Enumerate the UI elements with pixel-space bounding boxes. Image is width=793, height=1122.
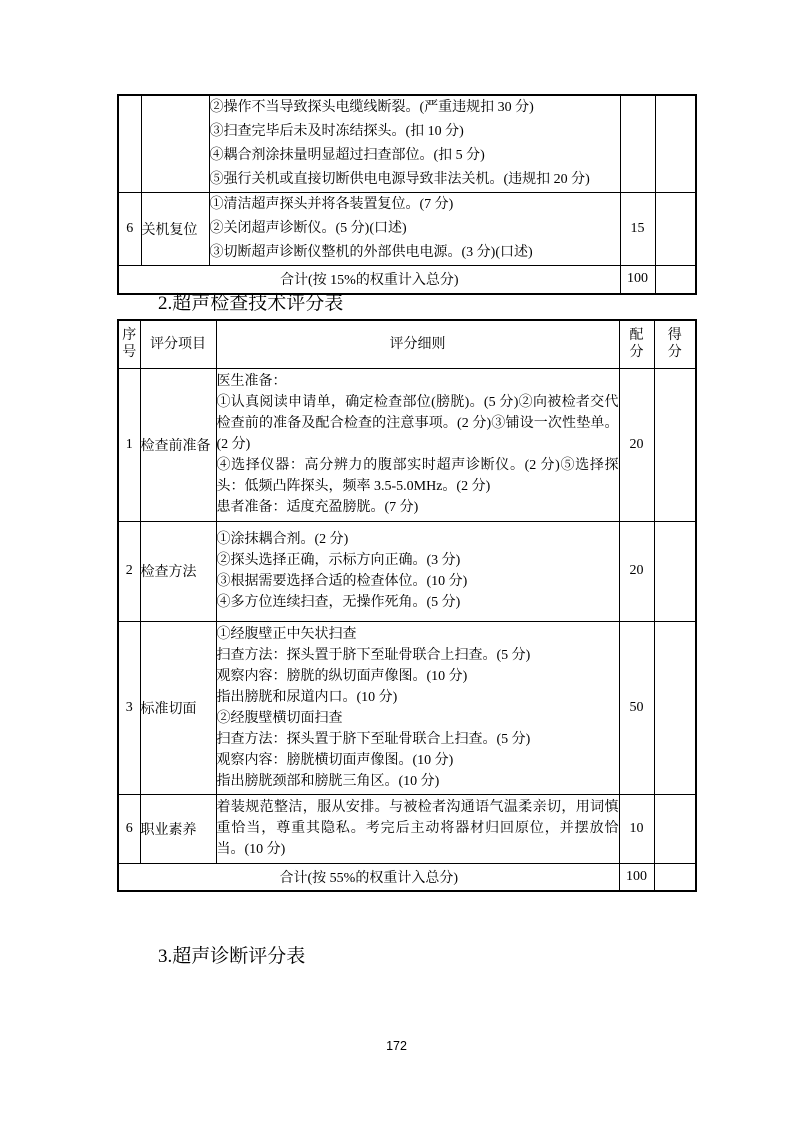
total-score-cell — [655, 266, 696, 294]
score-header — [654, 320, 696, 368]
table-row — [118, 193, 696, 266]
seq-cell: 6 — [118, 193, 141, 266]
section-3-title: 3.超声诊断评分表 — [158, 946, 306, 967]
detail-line: 患者准备：适度充盈膀胱。(7 分) — [216, 500, 419, 515]
section-2-title: 2.超声检查技术评分表 — [158, 293, 344, 314]
detail-line: ②操作不当导致探头电缆线断裂。(严重违规扣 30 分) — [209, 100, 534, 115]
score-cell — [655, 95, 696, 193]
detail-cell — [209, 193, 620, 266]
detail-cell — [209, 95, 620, 193]
detail-line: 指出膀胱和尿道内口。(10 分) — [216, 689, 398, 705]
detail-line: 着装规范整洁，服从安排。与被检者沟通语气温柔亲切，用词慎重恰当，尊重其隐私。考完后主动将器材归回原位，并摆放恰当。(10 分) — [216, 800, 619, 857]
detail-lines — [210, 193, 620, 265]
detail-line: 扫查方法：探头置于脐下至耻骨联合上扫查。(5 分) — [216, 731, 531, 747]
item-cell: 职业素养 — [140, 794, 216, 863]
item-cell: 检查方法 — [140, 521, 216, 621]
detail-line: 医生准备： — [216, 374, 287, 389]
detail-cell — [216, 521, 619, 621]
table-row — [118, 368, 696, 521]
detail-line: ④选择仪器：高分辨力的腹部实时超声诊断仪。(2 分)⑤选择探头：低频凸阵探头，频率 3.5-5.0MHz。(2 分) — [216, 458, 619, 494]
detail-line: ③扫查完毕后未及时冻结探头。(扣 10 分) — [209, 124, 464, 139]
detail-cell — [216, 621, 619, 794]
detail-cell — [216, 794, 619, 863]
item-header: 评分项目 — [140, 320, 216, 368]
detail-line: 指出膀胱颈部和膀胱三角区。(10 分) — [216, 773, 440, 789]
seq-cell: 6 — [118, 794, 140, 863]
detail-lines — [217, 529, 619, 613]
detail-line: ④多方位连续扫查，无操作死角。(5 分) — [216, 595, 461, 610]
detail-line: ⑤强行关机或直接切断供电电源导致非法关机。(违规扣 20 分) — [209, 172, 590, 187]
detail-line: ③切断超声诊断仪整机的外部供电电源。(3 分)(口述) — [209, 245, 533, 260]
detail-lines — [217, 797, 619, 860]
detail-line: ②探头选择正确，示标方向正确。(3 分) — [216, 553, 461, 568]
table-header-row — [118, 320, 696, 368]
score-table-exam-technique — [117, 319, 697, 892]
item-cell: 检查前准备 — [140, 368, 216, 521]
detail-line: ④耦合剂涂抹量明显超过扫查部位。(扣 5 分) — [209, 148, 485, 163]
score-cell — [654, 368, 696, 521]
points-header-label: 配分 — [629, 328, 644, 361]
score-cell — [655, 193, 696, 266]
seq-cell — [118, 95, 141, 193]
points-cell: 20 — [619, 368, 654, 521]
seq-cell: 1 — [118, 368, 140, 521]
detail-cell — [216, 368, 619, 521]
item-cell: 关机复位 — [141, 193, 209, 266]
points-cell: 20 — [619, 521, 654, 621]
detail-line: 观察内容：膀胱的纵切面声像图。(10 分) — [216, 668, 468, 684]
points-header — [619, 320, 654, 368]
detail-line: ②经腹壁横切面扫查 — [216, 710, 343, 726]
detail-line: ①清洁超声探头并将各装置复位。(7 分) — [209, 197, 454, 212]
detail-line: ③根据需要选择合适的检查体位。(10 分) — [216, 574, 468, 589]
table-row — [118, 521, 696, 621]
points-cell: 15 — [620, 193, 655, 266]
total-label-cell: 合计(按 15%的权重计入总分) — [118, 266, 620, 294]
detail-line: ②关闭超声诊断仪。(5 分)(口述) — [209, 221, 407, 236]
seq-cell: 2 — [118, 521, 140, 621]
item-cell — [141, 95, 209, 193]
table-row — [118, 95, 696, 193]
score-cell — [654, 621, 696, 794]
seq-cell: 3 — [118, 621, 140, 794]
total-row — [118, 266, 696, 294]
points-cell — [620, 95, 655, 193]
total-points-cell: 100 — [619, 863, 654, 891]
total-score-cell — [654, 863, 696, 891]
score-table-instrument-use — [117, 94, 697, 295]
total-points-cell: 100 — [620, 266, 655, 294]
detail-lines — [217, 371, 619, 518]
detail-header: 评分细则 — [216, 320, 619, 368]
table-row — [118, 621, 696, 794]
detail-line: ①经腹壁正中矢状扫查 — [216, 626, 357, 642]
detail-lines — [210, 96, 620, 192]
page-number: 172 — [386, 1039, 407, 1053]
detail-line: ①涂抹耦合剂。(2 分) — [216, 532, 349, 547]
total-row — [118, 863, 696, 891]
detail-line: ①认真阅读申请单，确定检查部位(膀胱)。(5 分)②向被检者交代检查前的准备及配合检查的注意事项。(2 分)③铺设一次性垫单。(2 分) — [216, 395, 619, 452]
seq-header — [118, 320, 140, 368]
score-cell — [654, 794, 696, 863]
score-cell — [654, 521, 696, 621]
points-cell: 50 — [619, 621, 654, 794]
score-header-label: 得分 — [667, 328, 682, 361]
seq-header-label: 序号 — [122, 328, 137, 361]
points-cell: 10 — [619, 794, 654, 863]
table-row — [118, 794, 696, 863]
detail-line: 扫查方法：探头置于脐下至耻骨联合上扫查。(5 分) — [216, 647, 531, 663]
total-label-cell: 合计(按 55%的权重计入总分) — [118, 863, 619, 891]
item-cell: 标准切面 — [140, 621, 216, 794]
detail-lines — [217, 624, 619, 792]
detail-line: 观察内容：膀胱横切面声像图。(10 分) — [216, 752, 454, 768]
